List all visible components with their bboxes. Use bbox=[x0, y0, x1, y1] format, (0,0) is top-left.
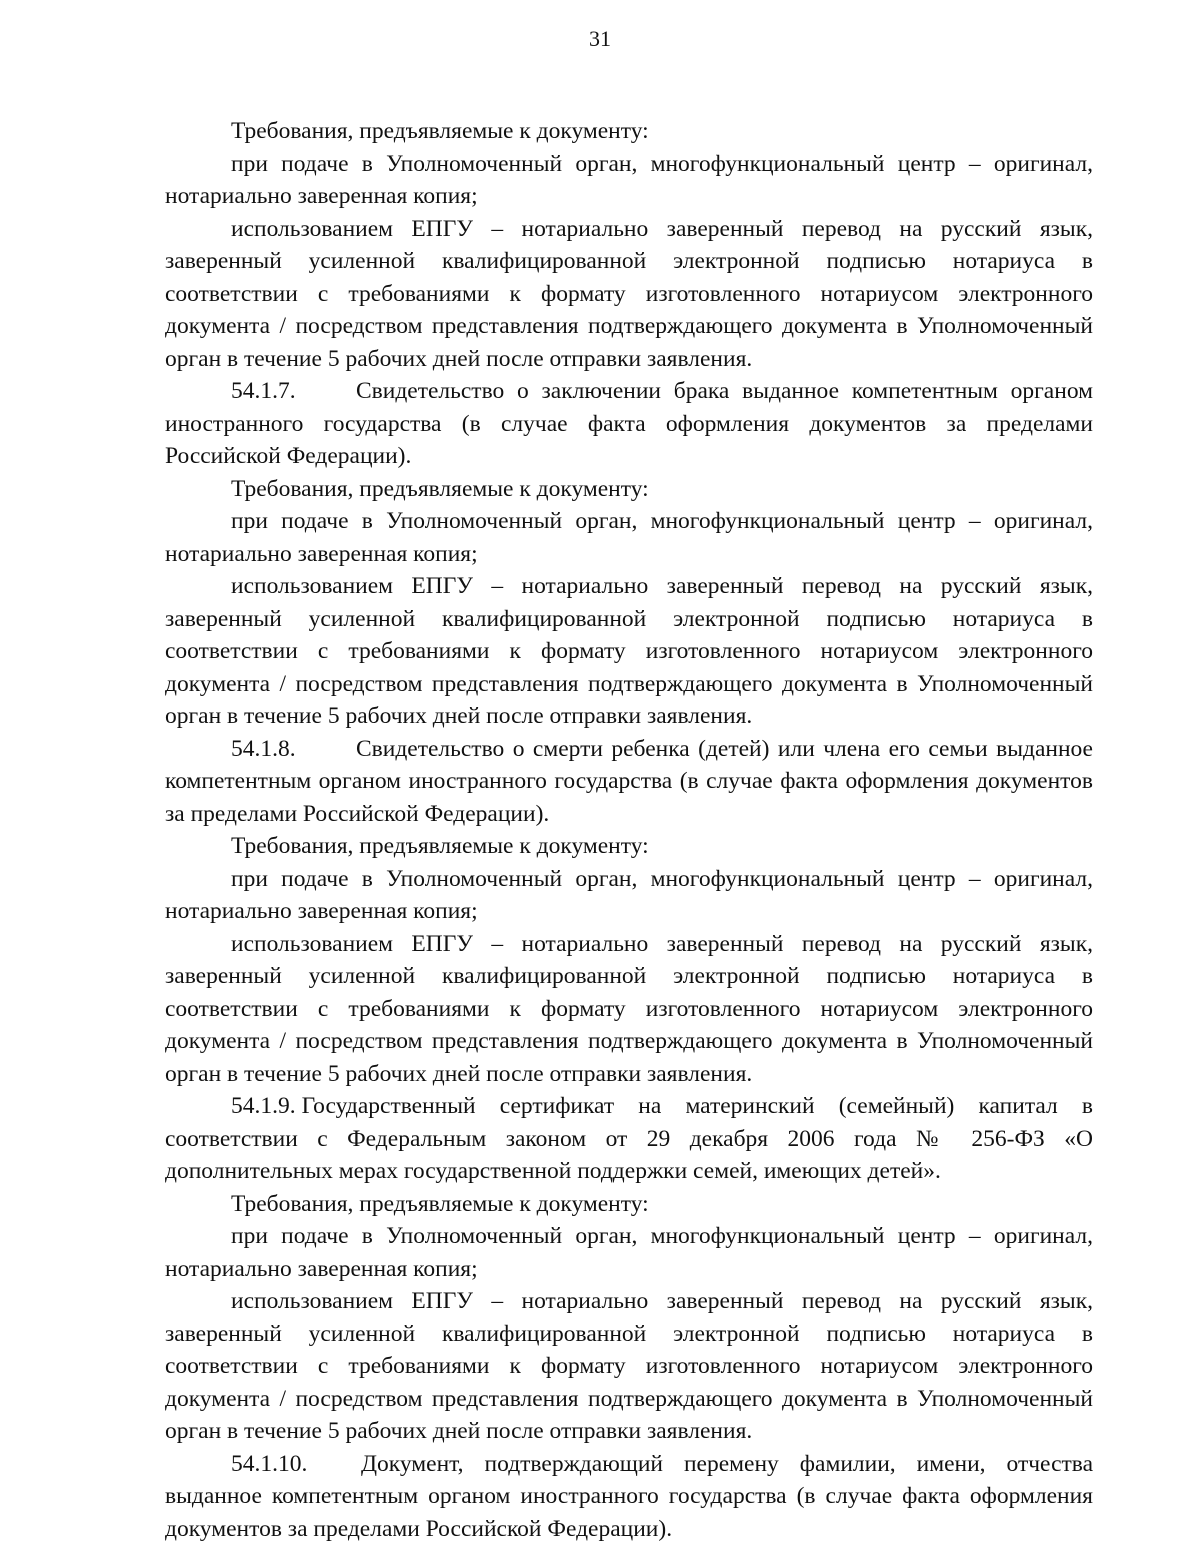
requirements-title: Требования, предъявляемые к документу: bbox=[231, 1190, 649, 1217]
requirements-title: Требования, предъявляемые к документу: bbox=[231, 475, 649, 502]
office-submission-paragraph: при подаче в Уполномоченный орган, многофункциональный центр – оригинал, нотариально заверенная копия; bbox=[165, 150, 1093, 209]
item-text: Свидетельство о заключении брака выданное компетентным органом иностранного государства (в случае факта оформления документов за пределами Российской Федерации). bbox=[165, 378, 1093, 469]
office-submission-paragraph: при подаче в Уполномоченный орган, многофункциональный центр – оригинал, нотариально заверенная копия; bbox=[165, 508, 1093, 567]
item-number: 54.1.10. bbox=[231, 1450, 308, 1477]
requirements-title: Требования, предъявляемые к документу: bbox=[231, 833, 649, 859]
item-number: 54.1.9. bbox=[231, 1093, 296, 1119]
document-item-54-1-10 bbox=[165, 1448, 1093, 1546]
item-text: Свидетельство о смерти ребенка (детей) или члена его семьи выданное компетентным органом иностранного государства (в случае факта оформления документов за пределами Российской Федерации). bbox=[165, 735, 1093, 827]
epgu-submission-paragraph: использованием ЕПГУ – нотариально заверенный перевод на русский язык, заверенный усиленной квалифицированной электронной подписью нотариуса в соответствии с требованиями к формату изготовленного нотариусом электронного документа / посредством представления подтверждающего документа в Уполномоченный орган в течение 5 рабочих дней после отправки заявления. bbox=[165, 215, 1093, 372]
epgu-submission-paragraph: использованием ЕПГУ – нотариально заверенный перевод на русский язык, заверенный усиленной квалифицированной электронной подписью нотариуса в соответствии с требованиями к формату изготовленного нотариусом электронного документа / посредством представления подтверждающего документа в Уполномоченный орган в течение 5 рабочих дней после отправки заявления. bbox=[165, 1288, 1093, 1444]
requirements-title: Требования, предъявляемые к документу: bbox=[231, 118, 649, 144]
item-number: 54.1.7. bbox=[231, 378, 296, 404]
document-item-54-1-7 bbox=[165, 375, 1093, 473]
epgu-submission-paragraph: использованием ЕПГУ – нотариально заверенный перевод на русский язык, заверенный усиленной квалифицированной электронной подписью нотариуса в соответствии с требованиями к формату изготовленного нотариусом электронного документа / посредством представления подтверждающего документа в Уполномоченный орган в течение 5 рабочих дней после отправки заявления. bbox=[165, 573, 1093, 729]
item-text: Государственный сертификат на материнский (семейный) капитал в соответствии с Федеральным законом от 29 декабря 2006 года № 256-ФЗ «О дополнительных мерах государственной поддержки семей, имеющих детей». bbox=[165, 1093, 1093, 1184]
item-text: Документ, подтверждающий перемену фамилии, имени, отчества выданное компетентным органом иностранного государства (в случае факта оформления документов за пределами Российской Федерации). bbox=[165, 1450, 1093, 1542]
document-item-54-1-8 bbox=[165, 733, 1093, 831]
document-body bbox=[165, 115, 1093, 1545]
office-submission-paragraph: при подаче в Уполномоченный орган, многофункциональный центр – оригинал, нотариально заверенная копия; bbox=[165, 1223, 1093, 1282]
epgu-submission-paragraph: использованием ЕПГУ – нотариально заверенный перевод на русский язык, заверенный усиленной квалифицированной электронной подписью нотариуса в соответствии с требованиями к формату изготовленного нотариусом электронного документа / посредством представления подтверждающего документа в Уполномоченный орган в течение 5 рабочих дней после отправки заявления. bbox=[165, 930, 1093, 1087]
page-number: 31 bbox=[589, 26, 611, 51]
document-item-54-1-9 bbox=[165, 1090, 1093, 1188]
item-number: 54.1.8. bbox=[231, 735, 296, 762]
office-submission-paragraph: при подаче в Уполномоченный орган, многофункциональный центр – оригинал, нотариально заверенная копия; bbox=[165, 865, 1093, 924]
